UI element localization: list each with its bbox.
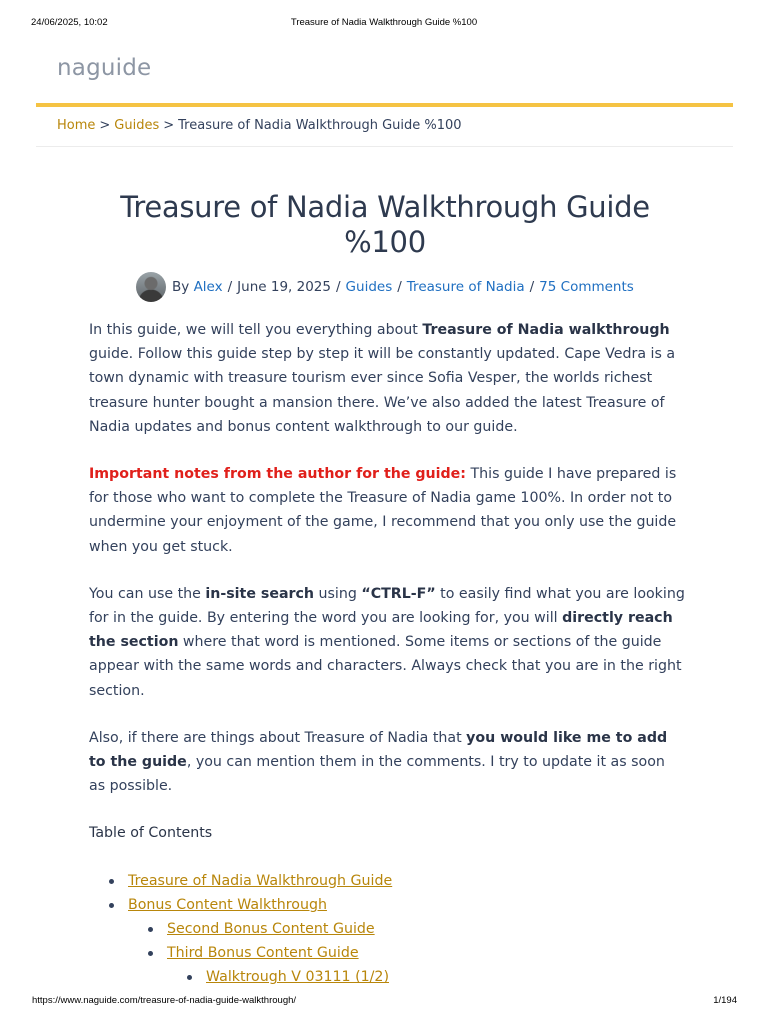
meta-separator: /	[335, 279, 341, 295]
toc-item	[128, 893, 685, 990]
toc-title: Table of Contents	[89, 825, 213, 842]
post-content	[89, 318, 685, 990]
author-link[interactable]: Alex	[193, 279, 223, 295]
author-notes-text: This guide I have prepared is for those who want to complete the Treasure of Nadia game 100%. In order not to undermine your enjoyment of the game, I recommend that you only use the guide when you get stuck.	[89, 466, 677, 555]
comments-link[interactable]: 75 Comments	[539, 279, 634, 295]
meta-separator: /	[227, 279, 233, 295]
toc-link[interactable]: Walktrough V 03111 (1/2)	[206, 969, 389, 986]
search-tip-text: You can use the	[89, 585, 206, 602]
search-tip-text: where that word is mentioned. Some items or sections of the guide appear with the same words and characters. Always check that you are in the right section.	[89, 634, 682, 699]
search-tip-text: to easily find what you are looking for in the guide. By entering the word you are looking for, you will	[89, 585, 685, 627]
post-meta	[136, 272, 634, 302]
toc-item	[167, 941, 685, 989]
search-tip-bold: in-site search	[205, 585, 315, 602]
category-guides-link[interactable]: Guides	[345, 279, 393, 295]
page-title: Treasure of Nadia Walkthrough Guide %100	[120, 190, 650, 259]
print-header	[0, 17, 768, 31]
meta-separator: /	[529, 279, 535, 295]
site-logo[interactable]: naguide	[57, 55, 152, 81]
author-avatar[interactable]	[136, 272, 166, 302]
feedback-text-rest: , you can mention them in the comments. I try to update it as soon as possible.	[89, 754, 665, 795]
header-accent-bar	[36, 103, 733, 107]
print-datetime: 24/06/2025, 10:02	[31, 17, 108, 28]
feedback-bold: you would like me to add to the guide	[89, 729, 668, 771]
feedback-text: Also, if there are things about Treasure of Nadia that	[89, 729, 467, 746]
toc-sublist	[167, 965, 685, 989]
category-treasure-of-nadia-link[interactable]: Treasure of Nadia	[406, 279, 525, 295]
print-page-number: 1/194	[713, 995, 737, 1006]
toc-sublist	[128, 917, 685, 990]
print-url: https://www.naguide.com/treasure-of-nadia-guide-walkthrough/	[32, 995, 297, 1006]
breadcrumb-guides-link[interactable]: Guides	[114, 118, 160, 133]
author-notes-paragraph	[89, 462, 685, 559]
toc-link[interactable]: Treasure of Nadia Walkthrough Guide	[128, 872, 393, 889]
search-tip-shortcut: “CTRL-F”	[361, 585, 436, 602]
meta-by-label: By	[172, 279, 190, 295]
toc-link[interactable]: Bonus Content Walkthrough	[128, 896, 327, 913]
search-tip-text: using	[314, 585, 362, 602]
breadcrumb-separator: >	[163, 118, 175, 133]
search-tip-paragraph	[89, 582, 685, 703]
table-of-contents	[89, 869, 685, 990]
toc-item	[167, 917, 685, 941]
breadcrumb-home-link[interactable]: Home	[57, 118, 96, 133]
intro-text-rest: guide. Follow this guide step by step it will be constantly updated. Cape Vedra is a town dynamic with treasure tourism ever since Sofia Vesper, the worlds richest treasure hunter bought a mansion there. We’ve also added the latest Treasure of Nadia updates and bonus content walkthrough to our guide.	[89, 346, 676, 435]
toc-item	[206, 965, 685, 989]
breadcrumb-divider	[36, 146, 733, 147]
intro-text: In this guide, we will tell you everything about	[89, 322, 423, 338]
search-tip-bold: directly reach the section	[89, 610, 673, 651]
breadcrumb-separator: >	[99, 118, 111, 133]
feedback-paragraph	[89, 726, 685, 799]
author-notes-heading: Important notes from the author for the guide:	[89, 466, 466, 483]
toc-link[interactable]: Second Bonus Content Guide	[167, 921, 375, 938]
meta-separator: /	[397, 279, 402, 295]
intro-bold: Treasure of Nadia walkthrough	[422, 322, 670, 338]
breadcrumb	[57, 118, 462, 133]
post-date: June 19, 2025	[237, 279, 331, 295]
print-footer	[0, 995, 768, 1009]
intro-paragraph	[89, 318, 685, 439]
toc-link[interactable]: Third Bonus Content Guide	[167, 945, 359, 962]
print-page-title: Treasure of Nadia Walkthrough Guide %100	[290, 17, 478, 28]
breadcrumb-current: Treasure of Nadia Walkthrough Guide %100	[178, 118, 462, 133]
toc-item	[128, 869, 685, 893]
